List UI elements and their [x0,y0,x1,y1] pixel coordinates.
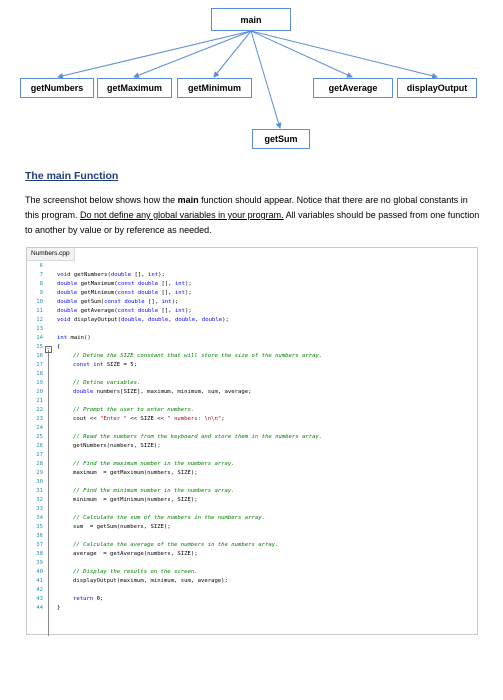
line-number [27,541,477,550]
line-number [27,595,477,604]
code-line-29: maximum = getMaximum(numbers, SIZE); [73,470,198,476]
line-number [27,262,477,271]
line-number [27,397,477,406]
line-number-text: 6 [39,263,43,269]
getmaximum-box: getMaximum [97,78,172,98]
code-line-17: const int SIZE = 5; [73,362,138,368]
line-number [27,523,477,532]
line-number-text: 19 [36,380,43,386]
line-number [27,370,477,379]
line-number-text: 20 [36,389,43,395]
line-number-text: 27 [36,452,43,458]
line-number [27,334,477,343]
code-line-20: double numbers[SIZE], maximum, minimum, sum, average; [73,389,252,395]
getaverage-box: getAverage [313,78,393,98]
line-number [27,532,477,541]
line-number [27,406,477,415]
line-number-text: 31 [36,488,43,494]
line-number-text: 9 [39,290,43,296]
line-number [27,559,477,568]
line-number-text: 44 [36,605,43,611]
code-line-25: // Read the numbers from the keyboard and store them in the numbers array. [73,434,323,440]
line-number [27,442,477,451]
line-number [27,451,477,460]
code-line-44: } [57,605,61,611]
file-tab[interactable]: Numbers.cpp [27,248,75,261]
code-line-11: double getAverage(const double [], int); [57,308,192,314]
code-line-22: // Prompt the user to enter numbers. [73,407,195,413]
code-editor-window [26,247,478,635]
line-number-text: 10 [36,299,43,305]
code-line-31: // Find the minimum number in the numbers array. [73,488,235,494]
line-number-text: 38 [36,551,43,557]
line-number [27,352,477,361]
line-number-text: 42 [36,587,43,593]
line-number-text: 43 [36,596,43,602]
para-bold-main: main [177,195,199,205]
code-line-40: // Display the results on the screen. [73,569,198,575]
code-line-16: // Define the SIZE constant that will store the size of the numbers array. [73,353,323,359]
line-number [27,514,477,523]
code-line-12: void displayOutput(double, double, double, double); [57,317,229,323]
line-number [27,433,477,442]
line-number [27,361,477,370]
code-line-37: // Calculate the average of the numbers in the numbers array. [73,542,279,548]
main-box: main [211,8,291,31]
line-number [27,415,477,424]
code-line-43: return 0; [73,596,104,602]
line-number [27,469,477,478]
line-number [27,271,477,280]
line-number-text: 21 [36,398,43,404]
arrow-to-getsum [251,31,280,128]
line-number-text: 13 [36,326,43,332]
line-number [27,586,477,595]
getnumbers-box: getNumbers [20,78,94,98]
getminimum-box: getMinimum [177,78,252,98]
line-number [27,289,477,298]
line-number [27,460,477,469]
call-hierarchy-diagram [0,0,503,160]
line-number [27,307,477,316]
line-number-text: 17 [36,362,43,368]
line-number [27,604,477,613]
code-line-9: double getMinimum(const double [], int); [57,290,192,296]
getsum-box: getSum [252,129,310,149]
code-line-34: // Calculate the sum of the numbers in the numbers array. [73,515,265,521]
code-line-35: sum = getSum(numbers, SIZE); [73,524,171,530]
line-number [27,568,477,577]
arrow-to-getnumbers [58,31,251,77]
line-number-text: 33 [36,506,43,512]
code-line-23: cout << "Enter " << SIZE << " numbers: \n\n"; [73,416,225,422]
line-number [27,388,477,397]
arrow-to-displayoutput [251,31,437,77]
line-number-text: 24 [36,425,43,431]
displayoutput-box: displayOutput [397,78,477,98]
line-number-text: 37 [36,542,43,548]
code-line-41: displayOutput(maximum, minimum, sum, average); [73,578,228,584]
line-number-text: 39 [36,560,43,566]
line-number-text: 14 [36,335,43,341]
line-number [27,343,477,352]
description-paragraph [25,193,480,238]
line-number [27,298,477,307]
code-line-38: average = getAverage(numbers, SIZE); [73,551,198,557]
line-number-text: 12 [36,317,43,323]
code-line-8: double getMaximum(const double [], int); [57,281,192,287]
code-line-15: { [57,344,61,350]
line-number-text: 30 [36,479,43,485]
line-number-text: 25 [36,434,43,440]
line-number-text: 26 [36,443,43,449]
line-number-text: 36 [36,533,43,539]
line-number-text: 8 [39,281,43,287]
arrow-to-getaverage [251,31,352,77]
line-number [27,379,477,388]
line-number-text: 11 [36,308,43,314]
line-number-text: 22 [36,407,43,413]
para-part1: The screenshot below shows how the [25,195,178,205]
line-number [27,487,477,496]
section-heading: The main Function [25,170,119,182]
line-number-text: 32 [36,497,43,503]
line-number [27,496,477,505]
fold-toggle-icon[interactable]: − [45,346,52,353]
line-number [27,316,477,325]
line-number [27,424,477,433]
line-number-text: 15 [36,344,43,350]
line-number-text: 41 [36,578,43,584]
line-number [27,577,477,586]
line-number [27,550,477,559]
line-number [27,280,477,289]
code-line-10: double getSum(const double [], int); [57,299,179,305]
para-part3: All variables should be passed from one function to another by value or by reference as needed. [25,210,480,235]
code-line-19: // Define variables. [73,380,141,386]
code-line-7: void getNumbers(double [], int); [57,272,165,278]
line-number-text: 34 [36,515,43,521]
line-number-text: 16 [36,353,43,359]
line-number-text: 28 [36,461,43,467]
line-number [27,505,477,514]
line-number-text: 29 [36,470,43,476]
line-number-text: 7 [39,272,43,278]
code-line-26: getNumbers(numbers, SIZE); [73,443,161,449]
line-number [27,478,477,487]
arrow-to-getmaximum [134,31,251,77]
code-area [27,262,477,634]
line-number-text: 18 [36,371,43,377]
para-underlined: Do not define any global variables in your program. [80,210,284,220]
para-part2: function should appear. Notice that there are no global constants in this program. [25,195,468,220]
code-line-28: // Find the maximum number in the numbers array. [73,461,235,467]
line-number [27,325,477,334]
line-number-text: 35 [36,524,43,530]
line-number-text: 40 [36,569,43,575]
line-number-text: 23 [36,416,43,422]
code-line-14: int main() [57,335,91,341]
code-line-32: minimum = getMinimum(numbers, SIZE); [73,497,198,503]
